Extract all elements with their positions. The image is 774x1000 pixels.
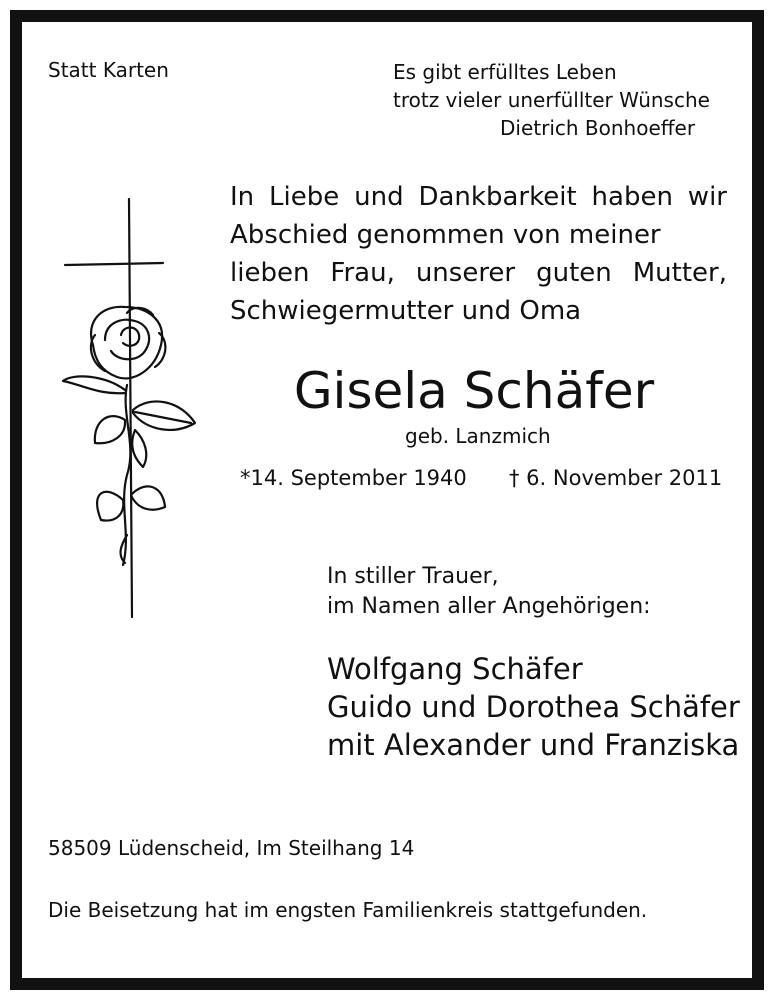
quote-line: trotz vieler unerfüllter Wünsche: [393, 88, 710, 112]
mourning-text: [327, 562, 651, 622]
family-name-line: Guido und Dorothea Schäfer: [327, 690, 740, 724]
quote-line: Es gibt erfülltes Leben: [393, 60, 617, 84]
intro-line: lieben Frau, unserer guten Mutter,: [230, 258, 727, 288]
funeral-note: Die Beisetzung hat im engsten Familienkreis stattgefunden.: [48, 898, 648, 922]
family-name-line: mit Alexander und Franziska: [327, 728, 740, 762]
quote-author: Dietrich Bonhoeffer: [500, 116, 696, 140]
deceased-name: Gisela Schäfer: [293, 362, 655, 420]
statt-karten-label: Statt Karten: [48, 58, 169, 82]
bonhoeffer-quote: [393, 58, 710, 142]
intro-line: Abschied genommen von meiner: [230, 220, 661, 250]
maiden-name: geb. Lanzmich: [405, 424, 551, 448]
family-name-line: Wolfgang Schäfer: [327, 652, 583, 686]
intro-line: In Liebe und Dankbarkeit haben wir: [230, 182, 727, 212]
family-names: [327, 650, 740, 764]
mourning-line: im Namen aller Angehörigen:: [327, 594, 651, 619]
mourning-line: In stiller Trauer,: [327, 564, 499, 589]
birth-date: *14. September 1940: [240, 466, 467, 490]
address: 58509 Lüdenscheid, Im Steilhang 14: [48, 836, 415, 860]
intro-line: Schwiegermutter und Oma: [230, 296, 582, 326]
death-date: † 6. November 2011: [509, 466, 723, 490]
intro-text: [230, 178, 727, 330]
